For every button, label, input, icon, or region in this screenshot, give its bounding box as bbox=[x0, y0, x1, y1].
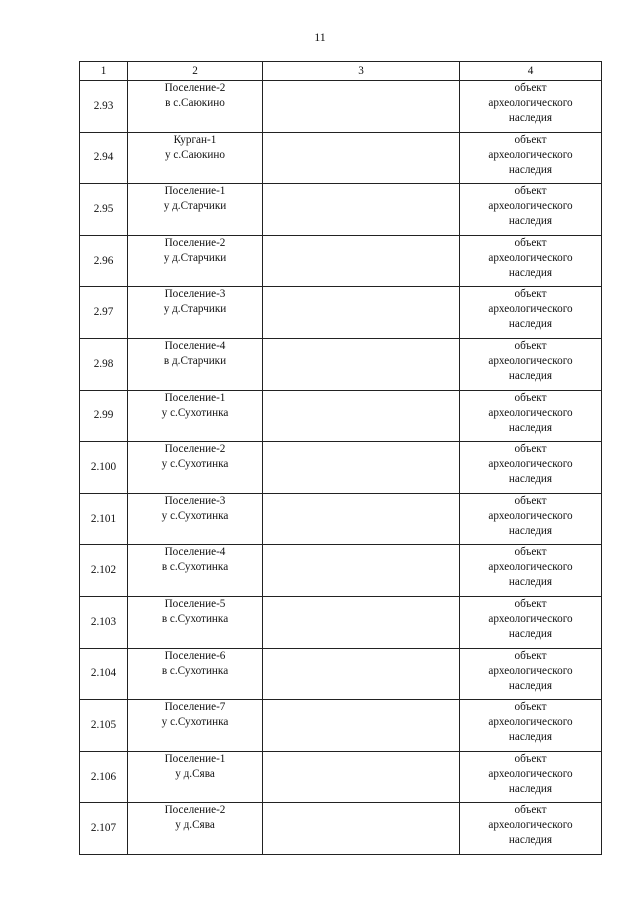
page-number: 11 bbox=[314, 30, 326, 44]
site-location-line: у с.Сухотинка bbox=[161, 716, 229, 729]
heritage-category bbox=[460, 338, 602, 390]
site-name-line: Поселение-2 bbox=[164, 804, 226, 817]
empty-cell bbox=[263, 132, 460, 184]
site-name bbox=[128, 545, 263, 597]
heritage-category bbox=[460, 700, 602, 752]
category-line-2: археологического bbox=[488, 819, 573, 832]
heritage-category bbox=[460, 545, 602, 597]
table-row bbox=[80, 81, 602, 133]
row-number: 2.103 bbox=[80, 596, 128, 648]
site-location-line: в с.Сухотинка bbox=[161, 664, 229, 677]
site-name bbox=[128, 81, 263, 133]
heritage-category bbox=[460, 132, 602, 184]
site-name-line: Курган-1 bbox=[173, 133, 217, 146]
category-line-2: археологического bbox=[488, 612, 573, 625]
empty-cell bbox=[263, 184, 460, 236]
empty-cell bbox=[263, 648, 460, 700]
category-line-1: объект bbox=[514, 133, 547, 146]
site-name-line: Поселение-6 bbox=[164, 649, 226, 662]
category-line-1: объект bbox=[514, 185, 547, 198]
table-row bbox=[80, 648, 602, 700]
category-line-3: наследия bbox=[508, 318, 553, 331]
site-location-line: у с.Саюкино bbox=[165, 148, 225, 161]
site-location-line: у д.Старчики bbox=[163, 303, 227, 316]
empty-cell bbox=[263, 235, 460, 287]
category-line-2: археологического bbox=[488, 148, 573, 161]
empty-cell bbox=[263, 700, 460, 752]
site-location-line: у с.Сухотинка bbox=[161, 406, 229, 419]
empty-cell bbox=[263, 442, 460, 494]
column-header-4: 4 bbox=[460, 62, 602, 81]
site-name-line: Поселение-4 bbox=[164, 339, 226, 352]
row-number: 2.107 bbox=[80, 803, 128, 855]
site-location-line: в с.Сухотинка bbox=[161, 612, 229, 625]
site-name-line: Поселение-2 bbox=[164, 82, 226, 94]
site-name-line: Поселение-1 bbox=[164, 185, 226, 198]
row-number: 2.102 bbox=[80, 545, 128, 597]
category-line-3: наследия bbox=[508, 369, 553, 382]
table-row bbox=[80, 700, 602, 752]
category-line-3: наследия bbox=[508, 524, 553, 537]
heritage-category bbox=[460, 493, 602, 545]
table-row bbox=[80, 442, 602, 494]
table-row bbox=[80, 751, 602, 803]
empty-cell bbox=[263, 493, 460, 545]
category-line-3: наследия bbox=[508, 679, 553, 692]
category-line-3: наследия bbox=[508, 834, 553, 847]
empty-cell bbox=[263, 338, 460, 390]
heritage-category bbox=[460, 390, 602, 442]
site-name-line: Поселение-2 bbox=[164, 236, 226, 249]
heritage-category bbox=[460, 81, 602, 133]
category-line-2: археологического bbox=[488, 406, 573, 419]
empty-cell bbox=[263, 751, 460, 803]
empty-cell bbox=[263, 803, 460, 855]
site-location-line: у с.Сухотинка bbox=[161, 509, 229, 522]
table-row bbox=[80, 596, 602, 648]
category-line-1: объект bbox=[514, 752, 547, 765]
empty-cell bbox=[263, 596, 460, 648]
category-line-3: наследия bbox=[508, 731, 553, 744]
category-line-2: археологического bbox=[488, 354, 573, 367]
site-name bbox=[128, 132, 263, 184]
row-number: 2.96 bbox=[80, 235, 128, 287]
table-row bbox=[80, 287, 602, 339]
table-header-row bbox=[80, 62, 602, 81]
category-line-1: объект bbox=[514, 391, 547, 404]
site-name-line: Поселение-1 bbox=[164, 391, 226, 404]
empty-cell bbox=[263, 390, 460, 442]
table-row bbox=[80, 390, 602, 442]
row-number: 2.98 bbox=[80, 338, 128, 390]
row-number: 2.104 bbox=[80, 648, 128, 700]
category-line-2: археологического bbox=[488, 509, 573, 522]
empty-cell bbox=[263, 81, 460, 133]
site-name bbox=[128, 596, 263, 648]
site-name bbox=[128, 442, 263, 494]
heritage-table bbox=[79, 61, 602, 855]
site-name bbox=[128, 700, 263, 752]
table-row bbox=[80, 338, 602, 390]
category-line-2: археологического bbox=[488, 251, 573, 264]
site-name-line: Поселение-7 bbox=[164, 701, 226, 714]
site-location-line: у д.Сява bbox=[175, 767, 215, 780]
row-number: 2.94 bbox=[80, 132, 128, 184]
site-name bbox=[128, 390, 263, 442]
table-row bbox=[80, 493, 602, 545]
site-location-line: в с.Саюкино bbox=[165, 97, 225, 109]
row-number: 2.101 bbox=[80, 493, 128, 545]
row-number: 2.105 bbox=[80, 700, 128, 752]
category-line-1: объект bbox=[514, 546, 547, 559]
heritage-category bbox=[460, 184, 602, 236]
heritage-category bbox=[460, 803, 602, 855]
row-number: 2.99 bbox=[80, 390, 128, 442]
site-location-line: у д.Старчики bbox=[163, 200, 227, 213]
category-line-2: археологического bbox=[488, 458, 573, 471]
category-line-1: объект bbox=[514, 443, 547, 456]
category-line-1: объект bbox=[514, 494, 547, 507]
site-location-line: в д.Старчики bbox=[163, 354, 227, 367]
site-location-line: в с.Сухотинка bbox=[161, 561, 229, 574]
site-name bbox=[128, 287, 263, 339]
site-name bbox=[128, 751, 263, 803]
heritage-category bbox=[460, 442, 602, 494]
site-name bbox=[128, 338, 263, 390]
category-line-2: археологического bbox=[488, 767, 573, 780]
category-line-3: наследия bbox=[508, 421, 553, 434]
heritage-category bbox=[460, 235, 602, 287]
heritage-category bbox=[460, 648, 602, 700]
site-location-line: у с.Сухотинка bbox=[161, 458, 229, 471]
category-line-2: археологического bbox=[488, 664, 573, 677]
row-number: 2.95 bbox=[80, 184, 128, 236]
site-name bbox=[128, 235, 263, 287]
site-name-line: Поселение-3 bbox=[164, 288, 226, 301]
category-line-2: археологического bbox=[488, 97, 573, 109]
table-row bbox=[80, 235, 602, 287]
column-header-2: 2 bbox=[128, 62, 263, 81]
site-name bbox=[128, 493, 263, 545]
category-line-1: объект bbox=[514, 597, 547, 610]
site-name-line: Поселение-2 bbox=[164, 443, 226, 456]
category-line-2: археологического bbox=[488, 716, 573, 729]
category-line-1: объект bbox=[514, 82, 547, 94]
category-line-1: объект bbox=[514, 649, 547, 662]
site-name-line: Поселение-5 bbox=[164, 597, 226, 610]
row-number: 2.97 bbox=[80, 287, 128, 339]
heritage-category bbox=[460, 751, 602, 803]
table-row bbox=[80, 545, 602, 597]
site-name bbox=[128, 648, 263, 700]
category-line-1: объект bbox=[514, 701, 547, 714]
category-line-2: археологического bbox=[488, 303, 573, 316]
empty-cell bbox=[263, 287, 460, 339]
category-line-1: объект bbox=[514, 288, 547, 301]
heritage-category bbox=[460, 287, 602, 339]
site-location-line: у д.Старчики bbox=[163, 251, 227, 264]
category-line-3: наследия bbox=[508, 627, 553, 640]
table-row bbox=[80, 803, 602, 855]
site-name-line: Поселение-1 bbox=[164, 752, 226, 765]
site-name bbox=[128, 184, 263, 236]
category-line-2: археологического bbox=[488, 200, 573, 213]
table-body bbox=[80, 81, 602, 855]
column-header-3: 3 bbox=[263, 62, 460, 81]
site-name bbox=[128, 803, 263, 855]
category-line-3: наследия bbox=[508, 163, 553, 176]
category-line-3: наследия bbox=[508, 576, 553, 589]
heritage-category bbox=[460, 596, 602, 648]
category-line-3: наследия bbox=[508, 473, 553, 486]
category-line-1: объект bbox=[514, 804, 547, 817]
column-header-1: 1 bbox=[80, 62, 128, 81]
category-line-1: объект bbox=[514, 339, 547, 352]
site-name-line: Поселение-4 bbox=[164, 546, 226, 559]
row-number: 2.93 bbox=[80, 81, 128, 133]
row-number: 2.106 bbox=[80, 751, 128, 803]
category-line-1: объект bbox=[514, 236, 547, 249]
table-row bbox=[80, 184, 602, 236]
empty-cell bbox=[263, 545, 460, 597]
row-number: 2.100 bbox=[80, 442, 128, 494]
category-line-3: наследия bbox=[508, 782, 553, 795]
category-line-3: наследия bbox=[508, 266, 553, 279]
table-row bbox=[80, 132, 602, 184]
category-line-3: наследия bbox=[508, 215, 553, 228]
site-location-line: у д.Сява bbox=[175, 819, 215, 832]
category-line-2: археологического bbox=[488, 561, 573, 574]
category-line-3: наследия bbox=[508, 112, 553, 124]
site-name-line: Поселение-3 bbox=[164, 494, 226, 507]
